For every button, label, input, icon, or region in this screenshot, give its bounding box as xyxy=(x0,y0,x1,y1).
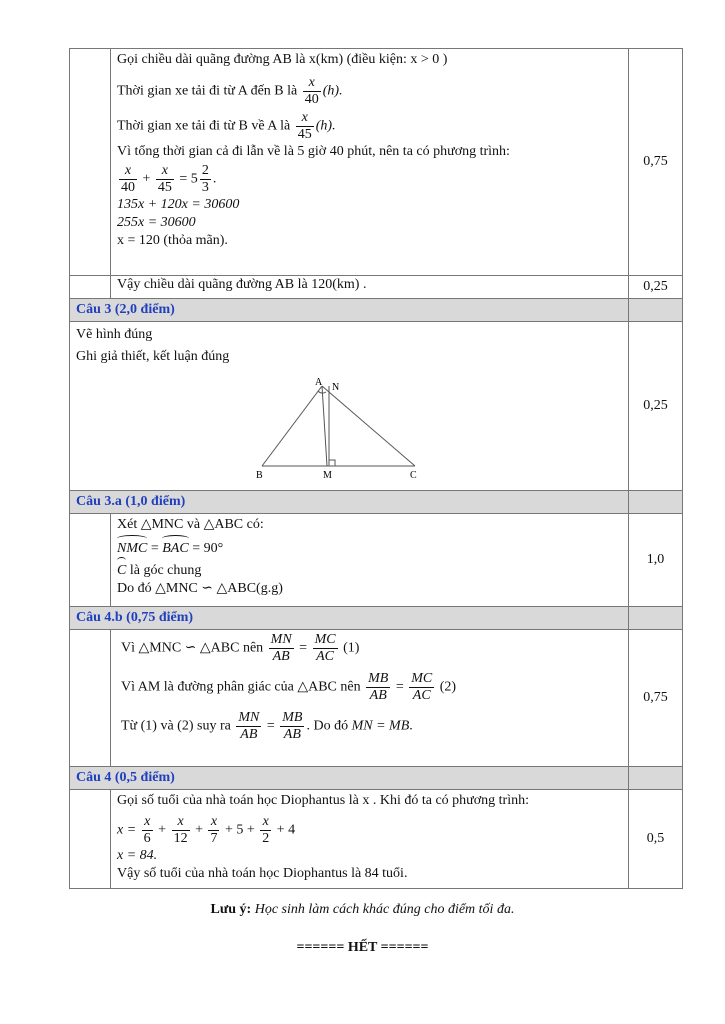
solution-line: Do đó △MNC ∽ △ABC(g.g) xyxy=(117,581,283,596)
fraction: $\frac{MB}{AB}$ xyxy=(368,671,389,703)
fraction: $\frac{x}{2}$ xyxy=(262,814,270,846)
fraction: $\frac{MB}{AB}$ xyxy=(282,710,303,742)
section-header xyxy=(70,607,683,630)
fraction: $\frac{x}{40}$ xyxy=(121,163,135,195)
solution-cell xyxy=(70,322,629,491)
equation-line: x = 120 (thỏa mãn). xyxy=(117,233,228,248)
section-header xyxy=(70,767,683,790)
solution-line: Thời gian xe tải đi từ A đến B là $\frac{x}{40}$ (h). xyxy=(117,75,343,107)
solution-cell xyxy=(111,790,629,889)
fraction: $\frac{2}{3}$ xyxy=(201,163,209,195)
score-cell: 0,5 xyxy=(629,790,683,889)
index-cell xyxy=(70,276,111,299)
fraction: $\frac{x}{6}$ xyxy=(143,814,151,846)
header-score-cell xyxy=(629,767,683,790)
header-score-cell xyxy=(629,299,683,322)
index-cell xyxy=(70,514,111,607)
score-cell: 0,75 xyxy=(629,49,683,276)
table-row xyxy=(70,276,683,299)
index-cell xyxy=(70,49,111,276)
score-cell: 0,25 xyxy=(629,276,683,299)
equation-line: x = $\frac{x}{6}$ + $\frac{x}{12}$ + $\frac{x}{7}$ + 5 + $\frac{x}{2}$ + 4 xyxy=(117,814,296,846)
header-score-cell xyxy=(629,491,683,514)
table-row xyxy=(70,322,683,491)
footer-note xyxy=(0,902,725,918)
solution-line: Thời gian xe tải đi từ B về A là $\frac{x}{45}$ (h). xyxy=(117,110,336,142)
solution-line: Từ (1) và (2) suy ra $\frac{MN}{AB}$ = $\frac{MB}{AB}$ . Do đó MN = MB. xyxy=(121,710,413,742)
fraction: $\frac{MC}{AC}$ xyxy=(314,632,336,664)
solution-cell: Vậy chiều dài quãng đường AB là 120(km) . xyxy=(111,276,629,299)
fraction: $\frac{MC}{AC}$ xyxy=(411,671,433,703)
fraction: $\frac{MN}{AB}$ xyxy=(238,710,260,742)
solution-line: C là góc chung xyxy=(117,563,202,578)
label-a: A xyxy=(315,377,323,388)
equation-line: 135x + 120x = 30600 xyxy=(117,197,240,212)
fraction: $\frac{x}{7}$ xyxy=(210,814,218,846)
solution-cell xyxy=(111,630,629,767)
header-score-cell xyxy=(629,607,683,630)
section-header xyxy=(70,491,683,514)
table-row xyxy=(70,514,683,607)
index-cell xyxy=(70,630,111,767)
section-title: Câu 3 (2,0 điểm) xyxy=(70,299,629,322)
solution-line: Xét △MNC và △ABC có: xyxy=(117,517,264,532)
solution-line: Vì △MNC ∽ △ABC nên $\frac{MN}{AB}$ = $\frac{MC}{AC}$ (1) xyxy=(121,632,360,664)
solution-line: Vì AM là đường phân giác của △ABC nên $\frac{MB}{AB}$ = $\frac{MC}{AC}$ (2) xyxy=(121,671,457,703)
solution-line: Ghi giả thiết, kết luận đúng xyxy=(76,349,230,364)
score-cell: 1,0 xyxy=(629,514,683,607)
label-b: B xyxy=(256,470,263,480)
section-title: Câu 4.b (0,75 điểm) xyxy=(70,607,629,630)
fraction: $\frac{x}{40}$ xyxy=(304,75,319,107)
section-title: Câu 4 (0,5 điểm) xyxy=(70,767,629,790)
solution-line: Vậy số tuổi của nhà toán học Diophantus là 84 tuổi. xyxy=(117,866,408,881)
table-row xyxy=(70,49,683,276)
equation-line: x = 84. xyxy=(117,848,158,863)
score-cell: 0,75 xyxy=(629,630,683,767)
score-cell: 0,25 xyxy=(629,322,683,491)
solution-line: Vẽ hình đúng xyxy=(76,327,153,342)
section-title: Câu 3.a (1,0 điểm) xyxy=(70,491,629,514)
end-marker: ====== HẾT ====== xyxy=(296,940,429,955)
solution-cell xyxy=(111,49,629,276)
solution-line: Vì tổng thời gian cả đi lẫn về là 5 giờ 40 phút, nên ta có phương trình: xyxy=(117,144,510,159)
fraction: $\frac{x}{45}$ xyxy=(297,110,312,142)
note-text: Học sinh làm cách khác đúng cho điểm tối đa. xyxy=(251,902,515,917)
section-header xyxy=(70,299,683,322)
solution-cell xyxy=(111,514,629,607)
label-c: C xyxy=(410,470,417,480)
table-row xyxy=(70,790,683,889)
fraction: $\frac{x}{12}$ xyxy=(173,814,188,846)
solution-line: NMC = BAC = 90° xyxy=(117,541,224,556)
index-cell xyxy=(70,790,111,889)
fraction: $\frac{x}{45}$ xyxy=(157,163,172,195)
fraction: $\frac{MN}{AB}$ xyxy=(270,632,292,664)
equation-line: $\frac{x}{40}$ + $\frac{x}{45}$ = 5 $\frac{2}{3}$ . xyxy=(121,163,217,195)
grading-table xyxy=(69,48,683,889)
note-label: Lưu ý: xyxy=(210,902,252,917)
equation-line: 255x = 30600 xyxy=(117,215,196,230)
geometry-figure xyxy=(252,376,452,480)
table-row xyxy=(70,630,683,767)
solution-line: Gọi số tuổi của nhà toán học Diophantus là x . Khi đó ta có phương trình: xyxy=(117,793,529,808)
label-n: N xyxy=(332,382,340,393)
solution-line: Gọi chiều dài quãng đường AB là x(km) (điều kiện: x > 0 ) xyxy=(117,52,448,67)
label-m: M xyxy=(323,470,332,480)
